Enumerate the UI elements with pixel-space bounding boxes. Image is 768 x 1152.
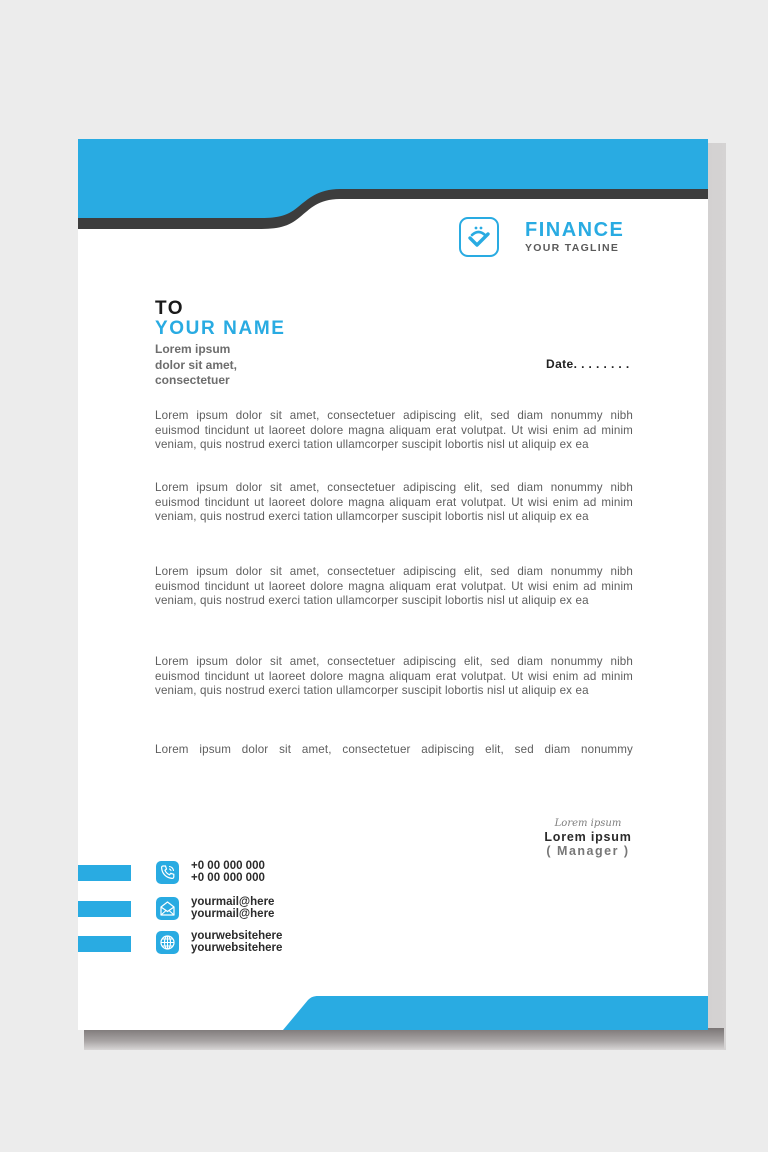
signature-block	[518, 818, 658, 858]
checkmark-badge-icon	[459, 217, 499, 257]
signer-role: ( Manager )	[546, 844, 630, 858]
phone-icon	[156, 861, 179, 884]
body-paragraph: Lorem ipsum dolor sit amet, consectetuer adipiscing elit, sed diam nonummy nibh euismod tincidunt ut laoreet dolore magna aliquam erat volutpat. Ut wisi enim ad minim veniam, quis nostrud exerci tation ullamcorper suscipit lobortis nisl ut aliquip ex ea	[155, 565, 633, 607]
website-url: yourwebsitehere	[191, 930, 283, 942]
globe-icon	[156, 931, 179, 954]
contact-accent-bar	[78, 865, 131, 881]
to-label: TO	[155, 298, 185, 319]
website-url: yourwebsitehere	[191, 941, 283, 954]
contact-website	[156, 931, 282, 954]
page-shadow-bottom	[84, 1028, 724, 1050]
email-address: yourmail@here	[191, 907, 275, 920]
signer-name: Lorem ipsum	[544, 830, 632, 844]
address-line: Lorem ipsum	[155, 342, 231, 356]
phone-number: +0 00 000 000	[191, 860, 265, 872]
body-paragraph: Lorem ipsum dolor sit amet, consectetuer adipiscing elit, sed diam nonummy	[155, 743, 633, 756]
recipient-address	[155, 342, 237, 389]
footer-band	[78, 990, 708, 1030]
phone-number: +0 00 000 000	[191, 871, 265, 884]
company-tagline: YOUR TAGLINE	[525, 242, 620, 254]
date-field: Date. . . . . . . .	[546, 357, 630, 371]
contact-accent-bar	[78, 936, 131, 952]
contact-accent-bar	[78, 901, 131, 917]
contact-phone	[156, 861, 265, 884]
letterhead-page	[78, 139, 708, 1030]
address-line: consectetuer	[155, 373, 230, 387]
company-logo	[459, 217, 624, 257]
body-paragraph: Lorem ipsum dolor sit amet, consectetuer adipiscing elit, sed diam nonummy nibh euismod tincidunt ut laoreet dolore magna aliquam erat volutpat. Ut wisi enim ad minim veniam, quis nostrud exerci tation ullamcorper suscipit lobortis nisl ut aliquip ex ea	[155, 481, 633, 523]
body-paragraph: Lorem ipsum dolor sit amet, consectetuer adipiscing elit, sed diam nonummy nibh euismod tincidunt ut laoreet dolore magna aliquam erat volutpat. Ut wisi enim ad minim veniam, quis nostrud exerci tation ullamcorper suscipit lobortis nisl ut aliquip ex ea	[155, 409, 633, 451]
company-name: FINANCE	[525, 219, 625, 241]
email-address: yourmail@here	[191, 896, 275, 908]
contact-email	[156, 897, 274, 920]
email-icon	[156, 897, 179, 920]
signature-script: Lorem ipsum	[554, 818, 622, 829]
body-paragraph: Lorem ipsum dolor sit amet, consectetuer adipiscing elit, sed diam nonummy nibh euismod tincidunt ut laoreet dolore magna aliquam erat volutpat. Ut wisi enim ad minim veniam, quis nostrud exerci tation ullamcorper suscipit lobortis nisl ut aliquip ex ea	[155, 655, 633, 697]
address-line: dolor sit amet,	[155, 357, 238, 372]
recipient-name: YOUR NAME	[155, 318, 286, 339]
